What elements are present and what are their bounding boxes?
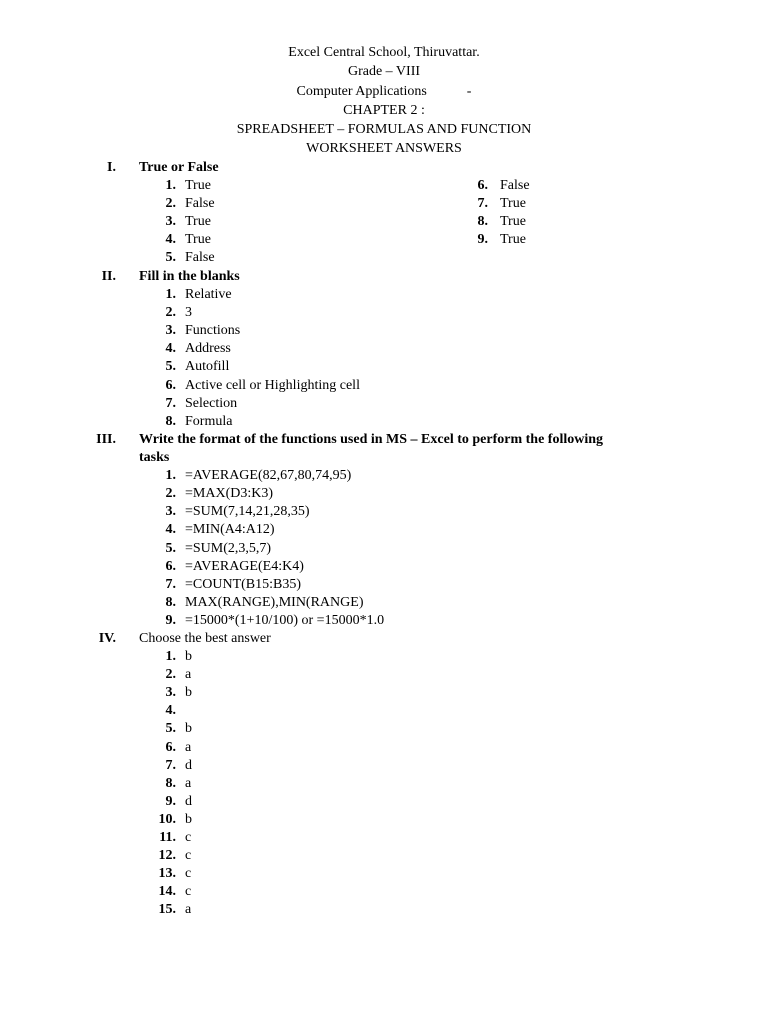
answer-number: 3. [165,685,176,701]
answer-number: 8. [477,214,488,230]
answer-number: 8. [165,775,176,791]
answer-item [0,503,768,521]
answer-text: b [185,811,192,827]
answer-text: a [185,775,192,791]
answer-text: =AVERAGE(E4:K4) [185,558,304,574]
answer-text: d [185,793,192,809]
section-numeral: II. [101,269,116,284]
answer-number: 9. [165,612,176,628]
answer-text: Functions [185,323,241,339]
answer-number: 5. [165,540,176,556]
answer-item [0,177,768,195]
answer-text: c [185,884,192,900]
answer-number: 6. [477,178,488,194]
answer-item [0,757,768,775]
answer-item [0,720,768,738]
answer-text: b [185,685,192,701]
answer-item [0,395,768,413]
answer-text: c [185,848,192,864]
answer-number: 4. [165,341,176,357]
answer-item [0,358,768,376]
answer-text: False [185,250,215,266]
answer-number: 2. [165,667,176,683]
answer-number: 13. [158,866,176,882]
answer-text: =AVERAGE(82,67,80,74,95) [185,468,352,484]
answer-number: 7. [165,395,176,411]
answer-number: 4. [165,522,176,538]
answer-item [0,847,768,865]
answer-number: 7. [477,196,488,212]
answer-text: a [185,902,192,918]
section-title: Fill in the blanks [139,269,240,284]
answer-number: 4. [165,703,176,719]
answer-item [0,612,768,630]
section-title: Choose the best answer [139,631,271,646]
answer-number: 12. [158,848,176,864]
answer-text: =15000*(1+10/100) or =15000*1.0 [185,612,385,628]
worksheet-title: WORKSHEET ANSWERS [306,141,462,157]
answer-number: 2. [165,196,176,212]
answer-text: False [500,178,530,194]
section-numeral: IV. [98,631,116,646]
section-heading [0,268,768,286]
answer-number: 1. [165,468,176,484]
answer-number: 3. [165,214,176,230]
answer-text: True [185,214,211,230]
answer-item [0,594,768,612]
section-title-line-2: tasks [139,450,170,466]
answer-number: 1. [165,178,176,194]
answer-number: 6. [165,739,176,755]
grade-line: Grade – VIII [347,64,421,80]
answer-number: 6. [165,558,176,574]
section-heading-continued [0,449,768,467]
answer-item [0,811,768,829]
answer-text: False [185,196,215,212]
section-numeral: I. [107,160,116,175]
answer-text: a [185,739,192,755]
answer-text: a [185,667,192,683]
school-name: Excel Central School, Thiruvattar. [288,45,480,60]
answer-item [0,793,768,811]
section-numeral: III. [96,432,116,447]
answer-number: 5. [165,721,176,737]
answer-text: =MIN(A4:A12) [185,522,275,538]
answer-text: b [185,721,192,737]
section-title: True or False [139,160,219,175]
answer-item [0,340,768,358]
answer-text: =MAX(D3:K3) [185,486,273,502]
subject-line [0,82,768,101]
answer-text: c [185,830,192,846]
answer-item [0,775,768,793]
answer-number: 9. [165,793,176,809]
answer-item [0,666,768,684]
answer-text: =SUM(7,14,21,28,35) [185,504,310,520]
answer-item [0,558,768,576]
answer-item [0,377,768,395]
answer-text: Selection [185,395,238,411]
section-heading [0,159,768,177]
answer-item [0,304,768,322]
answer-text: =SUM(2,3,5,7) [185,540,272,556]
answer-item [0,865,768,883]
answer-item [0,231,768,249]
answer-text: Formula [185,413,233,429]
answer-number: 3. [165,323,176,339]
answer-number: 3. [165,504,176,520]
answer-text: True [500,196,526,212]
answer-item [0,540,768,558]
answer-item [0,702,768,720]
answer-columns [0,177,768,267]
subject-dash: - [466,83,472,99]
answer-number: 4. [165,232,176,248]
answer-item [0,521,768,539]
answer-number: 5. [165,250,176,266]
answer-item [0,739,768,757]
answer-item [0,684,768,702]
document-header [0,43,768,159]
answer-number: 15. [158,902,176,918]
answer-text: d [185,757,192,773]
answer-text: Active cell or Highlighting cell [185,377,360,393]
section-excel-functions [0,431,768,630]
answer-item [0,883,768,901]
answer-text: Address [185,341,231,357]
section-heading [0,431,768,449]
answer-number: 1. [165,287,176,303]
answer-item [0,413,768,431]
answer-text: c [185,866,192,882]
answer-item [0,901,768,919]
answer-text: 3 [185,305,192,321]
answer-number: 5. [165,359,176,375]
answer-number: 8. [165,413,176,429]
answer-number: 9. [477,232,488,248]
answer-item [0,829,768,847]
section-title-line-1: Write the format of the functions used in MS – Excel to perform the following [139,432,604,447]
answer-text: Autofill [185,359,230,375]
answer-number: 6. [165,377,176,393]
answer-item [0,485,768,503]
answer-item [0,195,768,213]
answer-item [0,576,768,594]
answer-item [0,286,768,304]
chapter-number: CHAPTER 2 : [343,102,425,118]
answer-number: 7. [165,757,176,773]
section-true-false [0,159,768,268]
answer-number: 10. [158,811,176,827]
answer-item [0,213,768,231]
answer-text: b [185,649,192,665]
answer-text: MAX(RANGE),MIN(RANGE) [185,594,364,610]
answer-text: True [500,214,526,230]
chapter-title: SPREADSHEET – FORMULAS AND FUNCTION [236,122,532,138]
answer-number: 11. [159,830,176,846]
section-fill-blanks [0,268,768,431]
answer-item [0,648,768,666]
answer-text: True [500,232,526,248]
answer-number: 1. [165,649,176,665]
answer-number: 8. [165,594,176,610]
right-column [0,177,768,249]
answer-number: 7. [165,576,176,592]
answer-number: 2. [165,486,176,502]
answer-item [0,249,768,267]
answer-text: True [185,232,211,248]
answer-number: 14. [158,884,176,900]
subject-name: Computer Applications [296,83,427,99]
answer-item [0,322,768,340]
section-best-answer [0,630,768,920]
answer-item [0,467,768,485]
answer-text: =COUNT(B15:B35) [185,576,302,592]
answer-text: Relative [185,287,232,303]
answer-text: True [185,178,211,194]
answer-number: 2. [165,305,176,321]
section-heading [0,630,768,648]
